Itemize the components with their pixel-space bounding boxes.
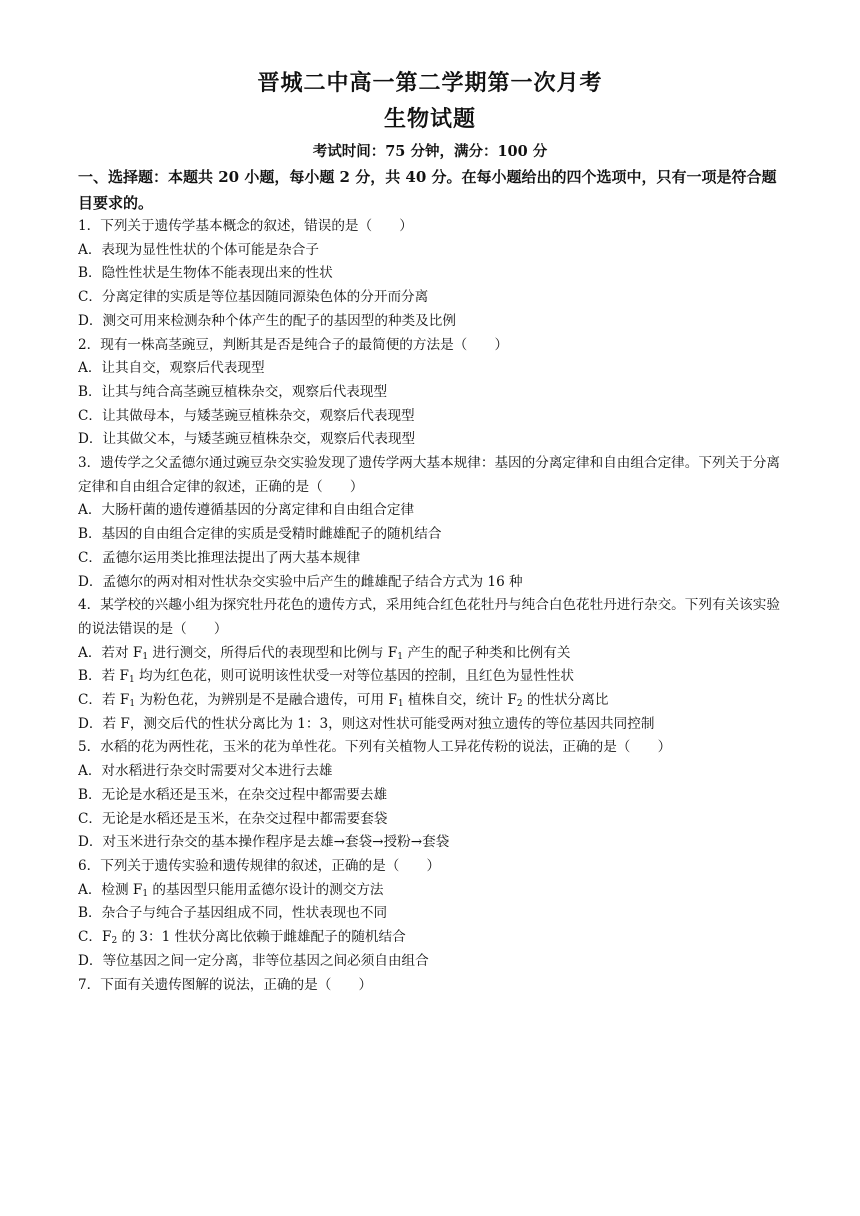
- question-3-stem: 3．遗传学之父孟德尔通过豌豆杂交实验发现了遗传学两大基本规律：基因的分离定律和自由组合定律。下列关于分离定律和自由组合定律的叙述，正确的是（ ）: [78, 455, 780, 495]
- question-1-stem: 1．下列关于遗传学基本概念的叙述，错误的是（ ）: [78, 218, 413, 234]
- question-1-option-c: C．分离定律的实质是等位基因随同源染色体的分开而分离: [78, 289, 429, 306]
- question-6-option-d: D．等位基因之间一定分离，非等位基因之间必须自由组合: [78, 952, 429, 969]
- question-2-option-b: B．让其与纯合高茎豌豆植株杂交，观察后代表现型: [78, 383, 388, 400]
- question-1-option-a: A．表现为显性性状的个体可能是杂合子: [78, 241, 319, 258]
- question-5-option-d: D．对玉米进行杂交的基本操作程序是去雄→套袋→授粉→套袋: [78, 834, 450, 851]
- question-2-stem: 2．现有一株高茎豌豆，判断其是否是纯合子的最简便的方法是（ ）: [78, 336, 509, 353]
- question-5-stem: 5．水稻的花为两性花，玉米的花为单性花。下列有关植物人工异花传粉的说法，正确的是（ ）: [78, 739, 672, 756]
- question-5-option-a: A．对水稻进行杂交时需要对父本进行去雄: [78, 763, 333, 780]
- question-list: [78, 215, 790, 997]
- question-4-option-c: C．若 $F_1$ 为粉色花，为辨别是不是融合遗传，可用 $F_1$ 植株自交，统计 $F_2$ 的性状分离比: [78, 692, 609, 710]
- question-3-option-c: C．孟德尔运用类比推理法提出了两大基本规律: [78, 549, 361, 566]
- question-1-option-b: B．隐性性状是生物体不能表现出来的性状: [78, 265, 333, 282]
- question-7-stem: 7．下面有关遗传图解的说法，正确的是（ ）: [78, 976, 373, 993]
- question-6-option-c: C．$F_2$ 的 3：1 性状分离比依赖于雌雄配子的随机结合: [78, 929, 406, 947]
- question-6-option-b: B．杂合子与纯合子基因组成不同，性状表现也不同: [78, 905, 388, 922]
- exam-title: 晋城二中高一第二学期第一次月考: [257, 70, 603, 96]
- question-2-option-c: C．让其做母本，与矮茎豌豆植株杂交，观察后代表现型: [78, 407, 415, 424]
- exam-subject: 生物试题: [383, 106, 476, 132]
- question-5-option-b: B．无论是水稻还是玉米，在杂交过程中都需要去雄: [78, 786, 388, 803]
- section-heading: 一、选择题：本题共 20 小题，每小题 2 分，共 40 分。在每小题给出的四个选项中，只有一项是符合题目要求的。: [78, 168, 777, 212]
- question-2-option-d: D．让其做父本，与矮茎豌豆植株杂交，观察后代表现型: [78, 431, 416, 448]
- question-3-option-a: A．大肠杆菌的遗传遵循基因的分离定律和自由组合定律: [78, 502, 415, 519]
- question-4-option-d: D．若 F，测交后代的性状分离比为 1：3，则这对性状可能受两对独立遗传的等位基因共同控制: [78, 715, 655, 732]
- question-4-option-a: A．若对 $F_1$ 进行测交，所得后代的表现型和比例与 $F_1$ 产生的配子种类和比例有关: [78, 644, 571, 662]
- question-5-option-c: C．无论是水稻还是玉米，在杂交过程中都需要套袋: [78, 810, 388, 827]
- question-2-option-a: A．让其自交，观察后代表现型: [78, 360, 265, 377]
- question-1-option-d: D．测交可用来检测杂种个体产生的配子的基因型的种类及比例: [78, 312, 456, 329]
- question-3-option-b: B．基因的自由组合定律的实质是受精时雌雄配子的随机结合: [78, 526, 442, 543]
- question-3-option-d: D．孟德尔的两对相对性状杂交实验中后产生的雌雄配子结合方式为 16 种: [78, 573, 523, 590]
- question-6-stem: 6．下列关于遗传实验和遗传规律的叙述，正确的是（ ）: [78, 857, 441, 874]
- exam-info: 考试时间：75 分钟，满分：100 分: [312, 143, 548, 160]
- question-4-stem: 4．某学校的兴趣小组为探究牡丹花色的遗传方式，采用纯合红色花牡丹与纯合白色花牡丹进行杂交。下列有关该实验的说法错误的是（ ）: [78, 597, 780, 637]
- question-4-option-b: B．若 $F_1$ 均为红色花，则可说明该性状受一对等位基因的控制，且红色为显性性状: [78, 668, 574, 686]
- question-6-option-a: A．检测 $F_1$ 的基因型只能用孟德尔设计的测交方法: [78, 881, 384, 899]
